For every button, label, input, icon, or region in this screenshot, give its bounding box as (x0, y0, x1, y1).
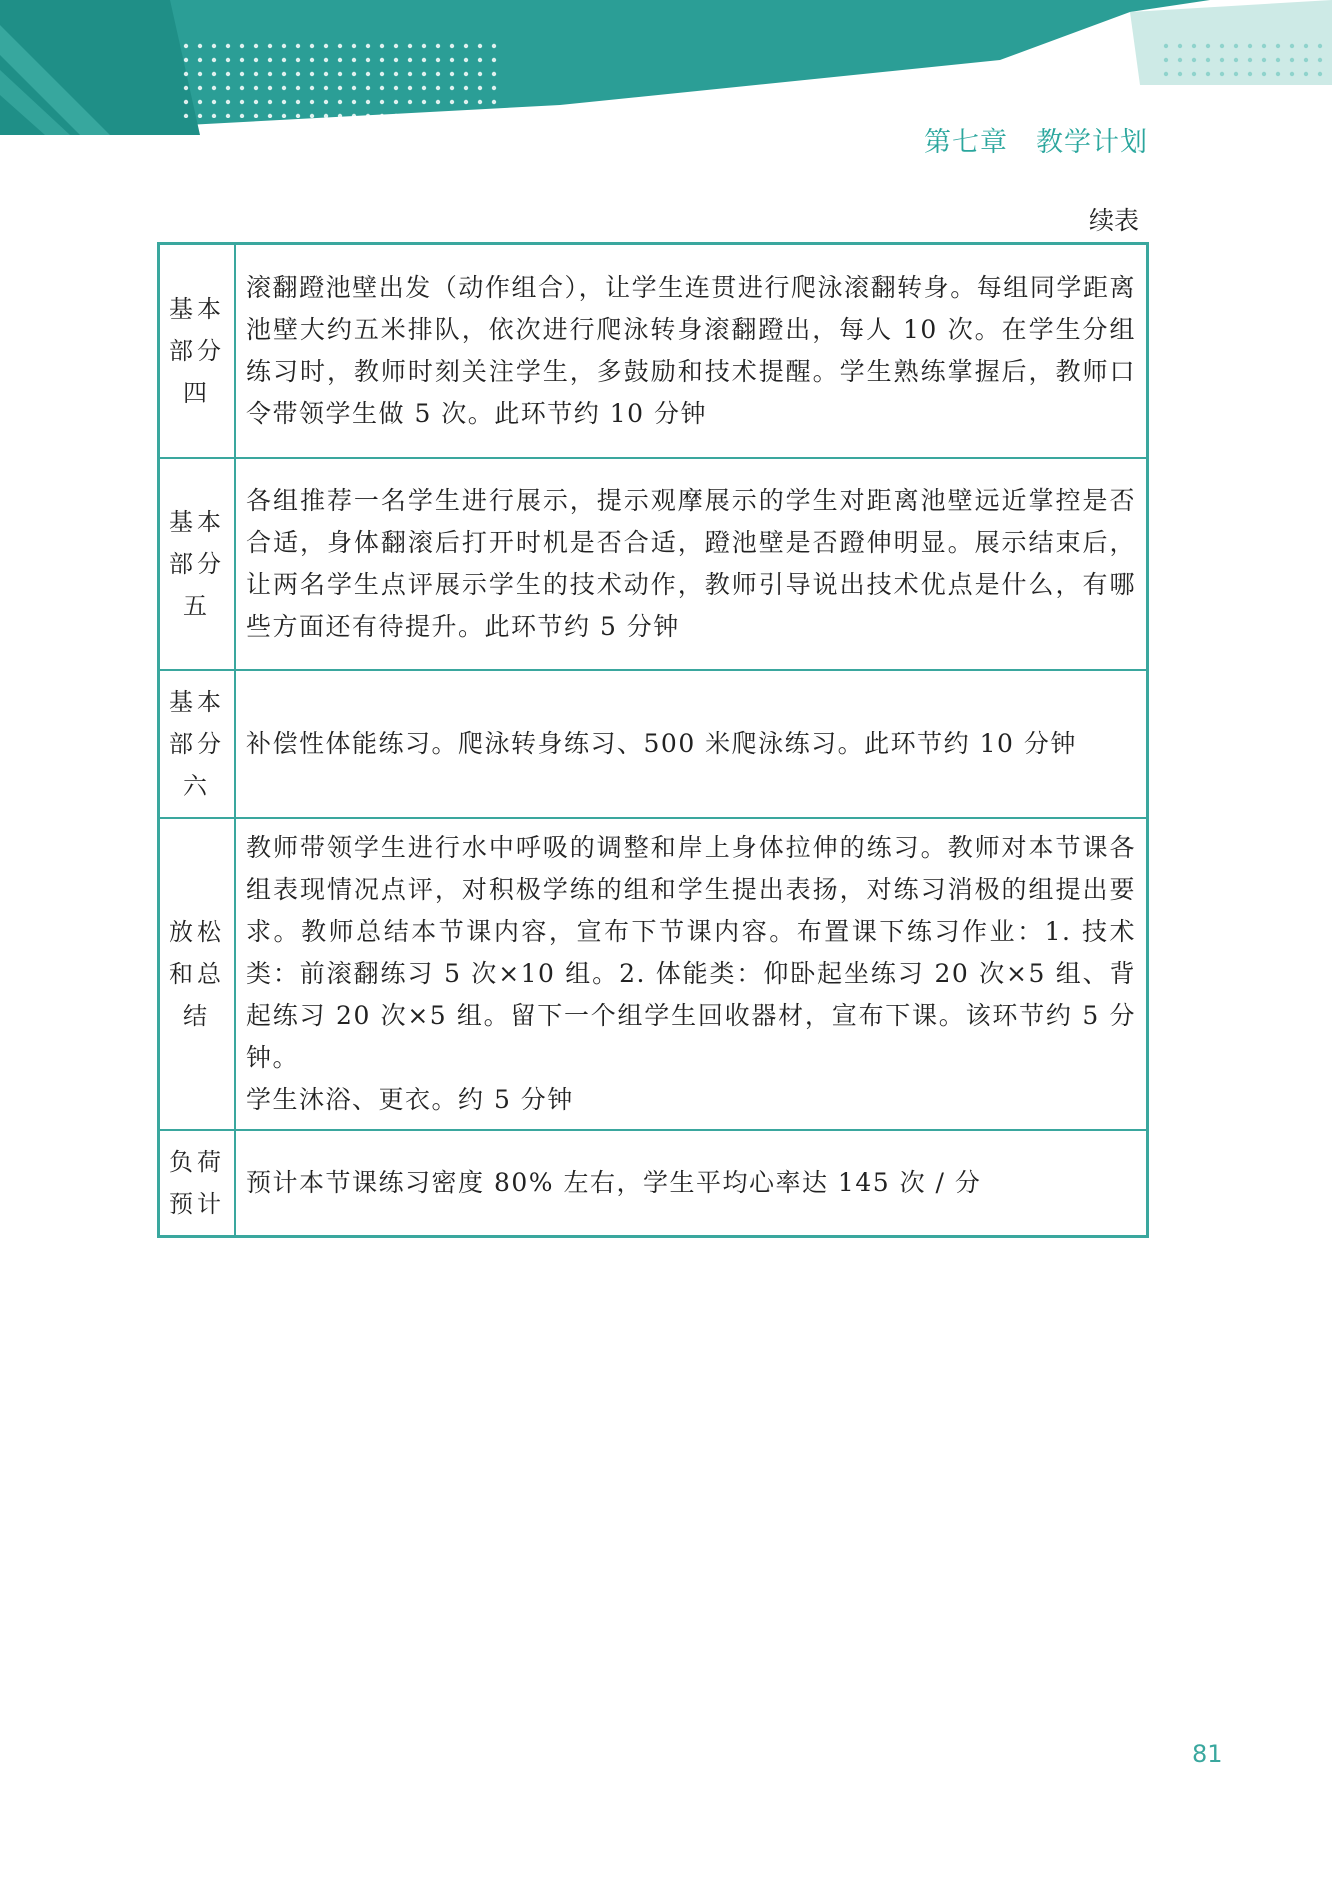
chapter-title: 第七章 教学计划 (924, 127, 1148, 158)
row-content: 预计本节课练习密度 80% 左右，学生平均心率达 145 次 / 分 (235, 1130, 1148, 1237)
table-row (159, 458, 1148, 670)
row-content-main: 教师带领学生进行水中呼吸的调整和岸上身体拉伸的练习。教师对本节课各组表现情况点评，对积极学练的组和学生提出表扬，对练习消极的组提出要求。教师总结本节课内容，宣布下节课内容。布置课下练习作业：1. 技术类：前滚翻练习 5 次×10 组。2. 体能类：仰卧起坐练习 20 次×5 组、背起练习 20 次×5 组。留下一个组学生回收器材，宣布下课。该环节约 5 分钟。 (246, 833, 1136, 1072)
continued-label: 续表 (1088, 206, 1139, 235)
row-label: 放松 和总 结 (159, 818, 236, 1130)
lesson-plan-table (157, 242, 1149, 1238)
table-row (159, 244, 1148, 459)
row-content: 滚翻蹬池壁出发（动作组合），让学生连贯进行爬泳滚翻转身。每组同学距离池壁大约五米排队，依次进行爬泳转身滚翻蹬出，每人 10 次。在学生分组练习时，教师时刻关注学生，多鼓励和技术提醒。学生熟练掌握后，教师口令带领学生做 5 次。此环节约 10 分钟 (235, 244, 1148, 459)
row-content (235, 818, 1148, 1130)
row-label: 基本 部分 五 (159, 458, 236, 670)
row-content-extra: 学生沐浴、更衣。约 5 分钟 (246, 1085, 574, 1114)
row-label: 基本 部分 六 (159, 670, 236, 818)
table-row (159, 670, 1148, 818)
table-row (159, 818, 1148, 1130)
page-number: 81 (1192, 1740, 1223, 1768)
header-banner (0, 0, 1332, 140)
row-label: 基本 部分 四 (159, 244, 236, 459)
row-label: 负荷 预计 (159, 1130, 236, 1237)
table-row (159, 1130, 1148, 1237)
row-content: 各组推荐一名学生进行展示，提示观摩展示的学生对距离池壁远近掌控是否合适，身体翻滚后打开时机是否合适，蹬池壁是否蹬伸明显。展示结束后，让两名学生点评展示学生的技术动作，教师引导说出技术优点是什么，有哪些方面还有待提升。此环节约 5 分钟 (235, 458, 1148, 670)
row-content: 补偿性体能练习。爬泳转身练习、500 米爬泳练习。此环节约 10 分钟 (235, 670, 1148, 818)
